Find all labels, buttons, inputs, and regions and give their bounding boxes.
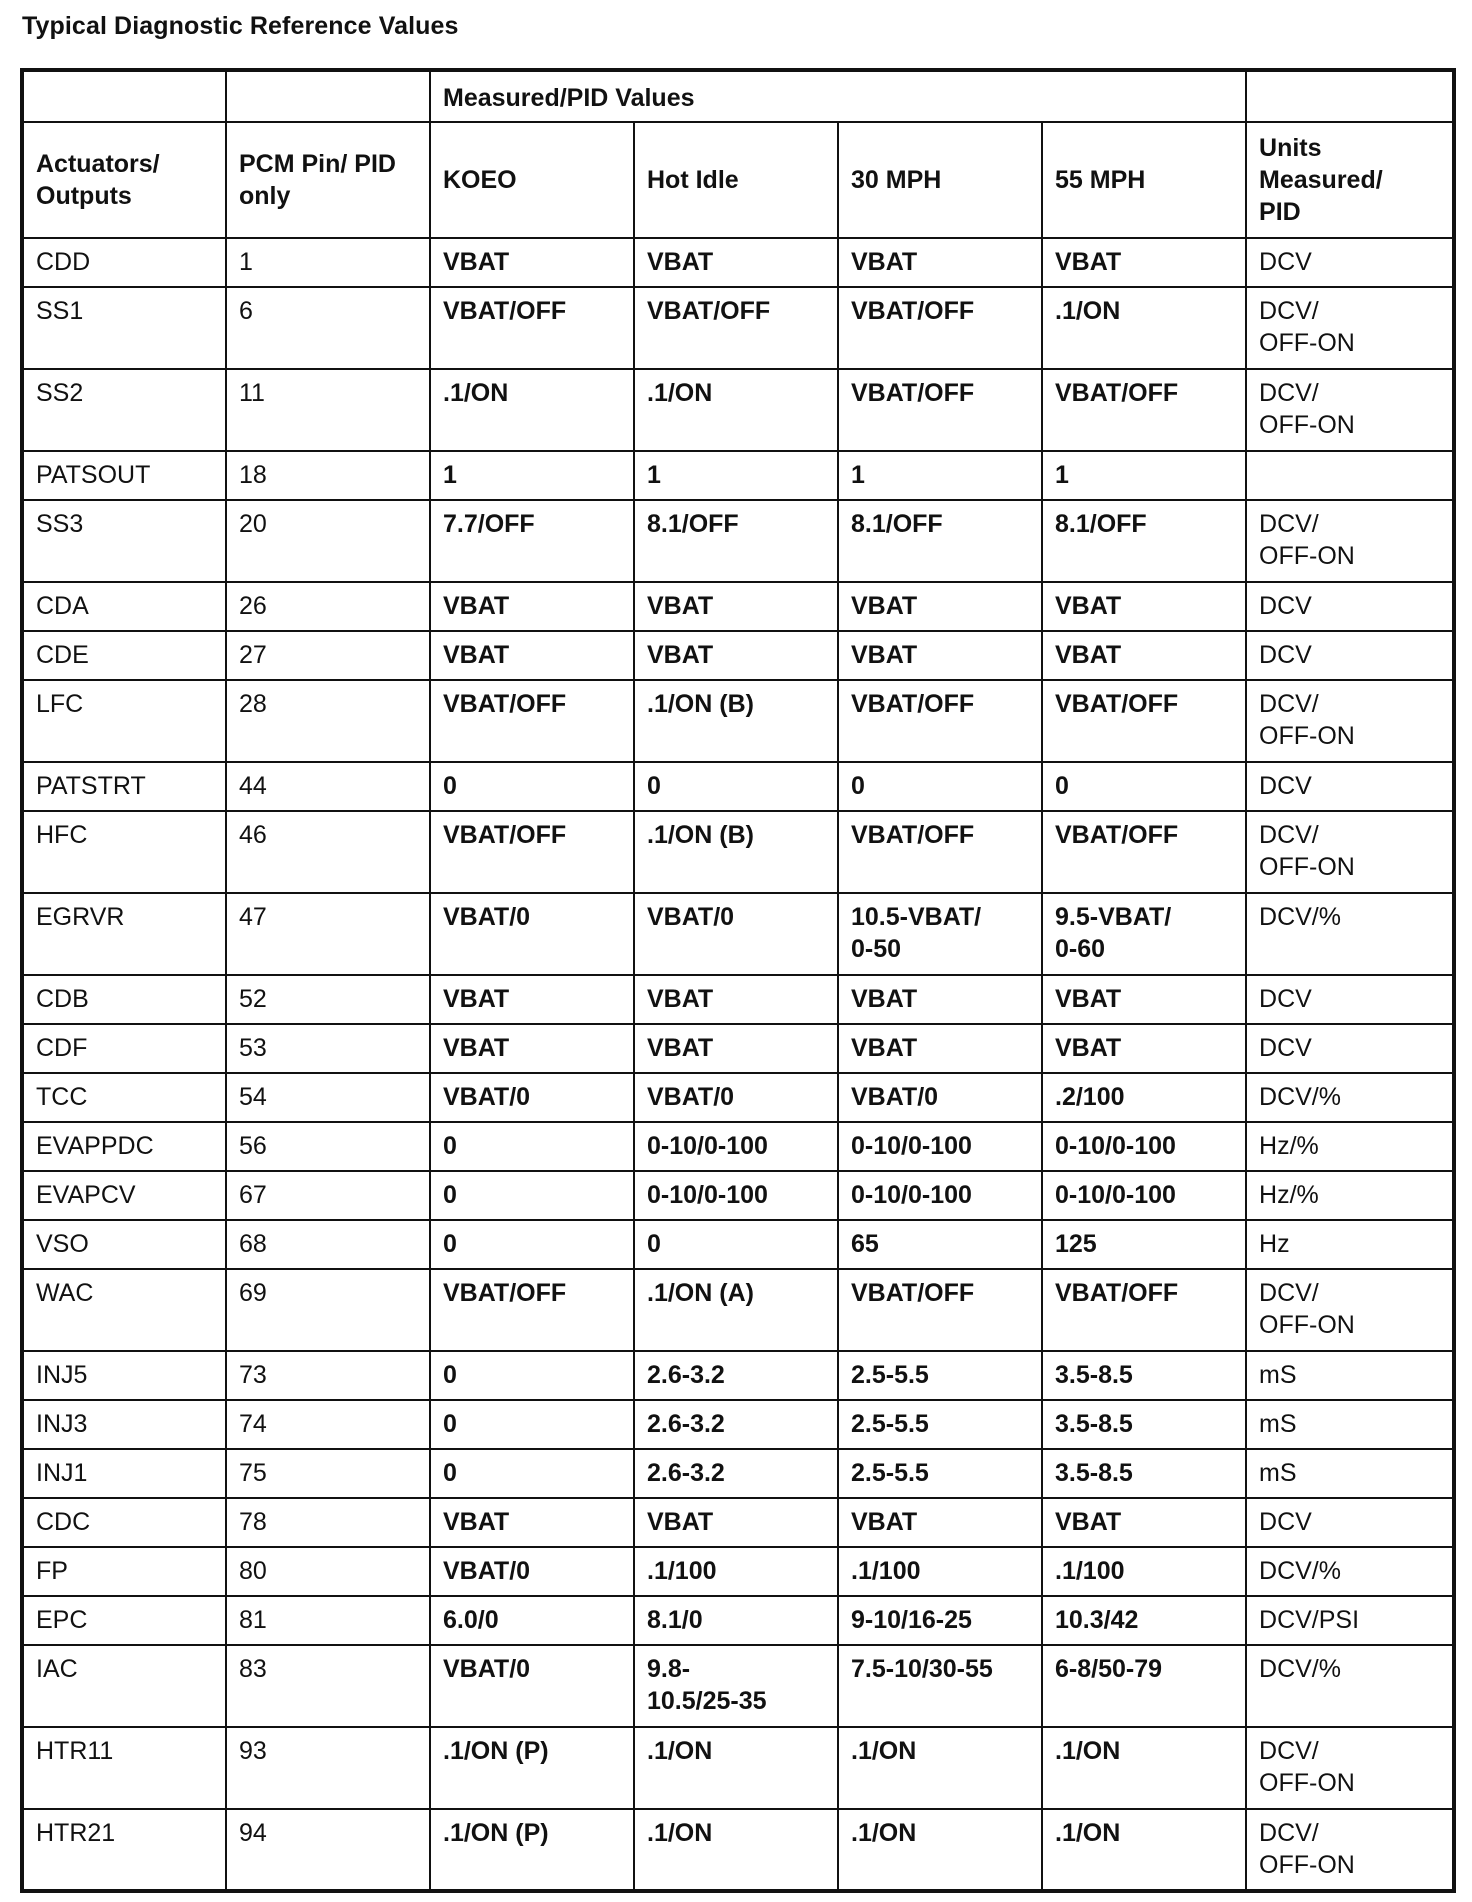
hot-idle-value-cell: 8.1/OFF	[634, 500, 838, 582]
table-row	[22, 975, 1454, 1024]
30-mph-value-cell: 0-10/0-100	[838, 1171, 1042, 1220]
units-cell: DCV/ OFF-ON	[1246, 369, 1454, 451]
koeo-value-cell: VBAT	[430, 1498, 634, 1547]
hot-idle-value-cell: 8.1/0	[634, 1596, 838, 1645]
30-mph-value-cell: VBAT	[838, 582, 1042, 631]
actuator-cell: CDC	[22, 1498, 226, 1547]
table-row	[22, 1727, 1454, 1809]
55-mph-value-cell: VBAT	[1042, 975, 1246, 1024]
55-mph-value-cell: 9.5-VBAT/ 0-60	[1042, 893, 1246, 975]
pcm-pin-cell: 56	[226, 1122, 430, 1171]
column-header-55-mph: 55 MPH	[1042, 122, 1246, 238]
table-row	[22, 1449, 1454, 1498]
55-mph-value-cell: VBAT/OFF	[1042, 680, 1246, 762]
55-mph-value-cell: .1/100	[1042, 1547, 1246, 1596]
55-mph-value-cell: 0-10/0-100	[1042, 1122, 1246, 1171]
koeo-value-cell: VBAT/0	[430, 893, 634, 975]
table-row	[22, 811, 1454, 893]
30-mph-value-cell: VBAT/0	[838, 1073, 1042, 1122]
column-header-30-mph: 30 MPH	[838, 122, 1042, 238]
actuator-cell: EVAPPDC	[22, 1122, 226, 1171]
units-cell: DCV	[1246, 1024, 1454, 1073]
koeo-value-cell: VBAT	[430, 582, 634, 631]
pcm-pin-cell: 83	[226, 1645, 430, 1727]
55-mph-value-cell: VBAT	[1042, 1024, 1246, 1073]
55-mph-value-cell: 3.5-8.5	[1042, 1351, 1246, 1400]
units-cell: DCV	[1246, 762, 1454, 811]
actuator-cell: CDD	[22, 238, 226, 287]
column-header-actuators-outputs: Actuators/ Outputs	[22, 122, 226, 238]
hot-idle-value-cell: .1/ON (B)	[634, 680, 838, 762]
hot-idle-value-cell: 2.6-3.2	[634, 1400, 838, 1449]
actuator-cell: VSO	[22, 1220, 226, 1269]
koeo-value-cell: .1/ON (P)	[430, 1727, 634, 1809]
actuator-cell: LFC	[22, 680, 226, 762]
column-header-units: Units Measured/ PID	[1246, 122, 1454, 238]
actuator-cell: EGRVR	[22, 893, 226, 975]
units-cell: DCV	[1246, 631, 1454, 680]
pcm-pin-cell: 68	[226, 1220, 430, 1269]
measured-pid-values-header: Measured/PID Values	[430, 70, 1246, 122]
hot-idle-value-cell: 0-10/0-100	[634, 1122, 838, 1171]
units-cell: DCV/%	[1246, 1547, 1454, 1596]
koeo-value-cell: VBAT/OFF	[430, 811, 634, 893]
header-blank-cell	[1246, 70, 1454, 122]
pcm-pin-cell: 20	[226, 500, 430, 582]
pcm-pin-cell: 67	[226, 1171, 430, 1220]
koeo-value-cell: 0	[430, 762, 634, 811]
55-mph-value-cell: 1	[1042, 451, 1246, 500]
55-mph-value-cell: 0	[1042, 762, 1246, 811]
55-mph-value-cell: 8.1/OFF	[1042, 500, 1246, 582]
hot-idle-value-cell: VBAT/0	[634, 1073, 838, 1122]
table-body	[22, 70, 1454, 1891]
koeo-value-cell: VBAT	[430, 975, 634, 1024]
header-blank-cell	[226, 70, 430, 122]
page-title: Typical Diagnostic Reference Values	[22, 12, 459, 40]
actuator-cell: CDF	[22, 1024, 226, 1073]
actuator-cell: CDE	[22, 631, 226, 680]
pcm-pin-cell: 46	[226, 811, 430, 893]
55-mph-value-cell: 3.5-8.5	[1042, 1400, 1246, 1449]
pcm-pin-cell: 44	[226, 762, 430, 811]
column-header-koeo: KOEO	[430, 122, 634, 238]
30-mph-value-cell: 7.5-10/30-55	[838, 1645, 1042, 1727]
pcm-pin-cell: 53	[226, 1024, 430, 1073]
30-mph-value-cell: 10.5-VBAT/ 0-50	[838, 893, 1042, 975]
table-row	[22, 369, 1454, 451]
actuator-cell: SS3	[22, 500, 226, 582]
pcm-pin-cell: 93	[226, 1727, 430, 1809]
30-mph-value-cell: VBAT/OFF	[838, 680, 1042, 762]
table-row	[22, 1073, 1454, 1122]
pcm-pin-cell: 27	[226, 631, 430, 680]
koeo-value-cell: VBAT	[430, 238, 634, 287]
30-mph-value-cell: VBAT	[838, 238, 1042, 287]
table-row	[22, 582, 1454, 631]
pcm-pin-cell: 1	[226, 238, 430, 287]
hot-idle-value-cell: .1/ON (B)	[634, 811, 838, 893]
column-header-row	[22, 122, 1454, 238]
actuator-cell: SS2	[22, 369, 226, 451]
units-cell: DCV/ OFF-ON	[1246, 680, 1454, 762]
units-cell: Hz/%	[1246, 1122, 1454, 1171]
koeo-value-cell: .1/ON	[430, 369, 634, 451]
hot-idle-value-cell: VBAT	[634, 975, 838, 1024]
actuator-cell: CDA	[22, 582, 226, 631]
pcm-pin-cell: 69	[226, 1269, 430, 1351]
units-cell: Hz/%	[1246, 1171, 1454, 1220]
units-cell: DCV/ OFF-ON	[1246, 500, 1454, 582]
units-cell: DCV/%	[1246, 1073, 1454, 1122]
hot-idle-value-cell: VBAT	[634, 1024, 838, 1073]
55-mph-value-cell: VBAT	[1042, 1498, 1246, 1547]
pcm-pin-cell: 52	[226, 975, 430, 1024]
units-cell: mS	[1246, 1400, 1454, 1449]
units-cell: DCV/ OFF-ON	[1246, 1809, 1454, 1891]
55-mph-value-cell: VBAT	[1042, 582, 1246, 631]
pcm-pin-cell: 6	[226, 287, 430, 369]
hot-idle-value-cell: 0	[634, 762, 838, 811]
actuator-cell: EPC	[22, 1596, 226, 1645]
hot-idle-value-cell: VBAT	[634, 582, 838, 631]
units-cell: DCV/PSI	[1246, 1596, 1454, 1645]
table-row	[22, 1024, 1454, 1073]
table-row	[22, 680, 1454, 762]
55-mph-value-cell: .2/100	[1042, 1073, 1246, 1122]
30-mph-value-cell: 8.1/OFF	[838, 500, 1042, 582]
header-blank-cell	[22, 70, 226, 122]
koeo-value-cell: VBAT	[430, 1024, 634, 1073]
pcm-pin-cell: 73	[226, 1351, 430, 1400]
55-mph-value-cell: .1/ON	[1042, 1809, 1246, 1891]
pcm-pin-cell: 80	[226, 1547, 430, 1596]
hot-idle-value-cell: VBAT	[634, 1498, 838, 1547]
units-cell: DCV/ OFF-ON	[1246, 811, 1454, 893]
30-mph-value-cell: .1/100	[838, 1547, 1042, 1596]
units-cell: DCV/ OFF-ON	[1246, 1727, 1454, 1809]
table-row	[22, 1171, 1454, 1220]
group-header-row	[22, 70, 1454, 122]
koeo-value-cell: 6.0/0	[430, 1596, 634, 1645]
55-mph-value-cell: VBAT/OFF	[1042, 1269, 1246, 1351]
koeo-value-cell: VBAT/OFF	[430, 680, 634, 762]
hot-idle-value-cell: .1/ON	[634, 369, 838, 451]
table-row	[22, 500, 1454, 582]
units-cell: DCV	[1246, 582, 1454, 631]
units-cell: DCV	[1246, 1498, 1454, 1547]
pcm-pin-cell: 81	[226, 1596, 430, 1645]
koeo-value-cell: 1	[430, 451, 634, 500]
units-cell: DCV/ OFF-ON	[1246, 1269, 1454, 1351]
actuator-cell: INJ1	[22, 1449, 226, 1498]
pcm-pin-cell: 26	[226, 582, 430, 631]
hot-idle-value-cell: 0-10/0-100	[634, 1171, 838, 1220]
pcm-pin-cell: 94	[226, 1809, 430, 1891]
units-cell: mS	[1246, 1449, 1454, 1498]
30-mph-value-cell: VBAT/OFF	[838, 1269, 1042, 1351]
hot-idle-value-cell: 1	[634, 451, 838, 500]
units-cell: DCV	[1246, 975, 1454, 1024]
30-mph-value-cell: 2.5-5.5	[838, 1449, 1042, 1498]
actuator-cell: IAC	[22, 1645, 226, 1727]
30-mph-value-cell: VBAT/OFF	[838, 369, 1042, 451]
55-mph-value-cell: 0-10/0-100	[1042, 1171, 1246, 1220]
30-mph-value-cell: .1/ON	[838, 1727, 1042, 1809]
units-cell: DCV/ OFF-ON	[1246, 287, 1454, 369]
table-row	[22, 238, 1454, 287]
table-row	[22, 1220, 1454, 1269]
table-row	[22, 1809, 1454, 1891]
pcm-pin-cell: 47	[226, 893, 430, 975]
30-mph-value-cell: VBAT	[838, 631, 1042, 680]
pcm-pin-cell: 74	[226, 1400, 430, 1449]
table-row	[22, 1547, 1454, 1596]
30-mph-value-cell: VBAT/OFF	[838, 287, 1042, 369]
table-row	[22, 1269, 1454, 1351]
hot-idle-value-cell: .1/ON	[634, 1809, 838, 1891]
55-mph-value-cell: VBAT	[1042, 238, 1246, 287]
30-mph-value-cell: 0-10/0-100	[838, 1122, 1042, 1171]
table-row	[22, 1498, 1454, 1547]
actuator-cell: PATSOUT	[22, 451, 226, 500]
hot-idle-value-cell: VBAT	[634, 238, 838, 287]
koeo-value-cell: VBAT	[430, 631, 634, 680]
30-mph-value-cell: VBAT	[838, 975, 1042, 1024]
55-mph-value-cell: VBAT/OFF	[1042, 369, 1246, 451]
koeo-value-cell: VBAT/0	[430, 1645, 634, 1727]
30-mph-value-cell: VBAT	[838, 1024, 1042, 1073]
30-mph-value-cell: 65	[838, 1220, 1042, 1269]
table-row	[22, 287, 1454, 369]
koeo-value-cell: VBAT/OFF	[430, 287, 634, 369]
55-mph-value-cell: .1/ON	[1042, 287, 1246, 369]
units-cell: DCV	[1246, 238, 1454, 287]
30-mph-value-cell: 2.5-5.5	[838, 1351, 1042, 1400]
table-row	[22, 631, 1454, 680]
koeo-value-cell: .1/ON (P)	[430, 1809, 634, 1891]
hot-idle-value-cell: 0	[634, 1220, 838, 1269]
actuator-cell: HTR21	[22, 1809, 226, 1891]
30-mph-value-cell: 2.5-5.5	[838, 1400, 1042, 1449]
koeo-value-cell: 0	[430, 1171, 634, 1220]
hot-idle-value-cell: .1/100	[634, 1547, 838, 1596]
55-mph-value-cell: .1/ON	[1042, 1727, 1246, 1809]
koeo-value-cell: 0	[430, 1351, 634, 1400]
hot-idle-value-cell: VBAT/0	[634, 893, 838, 975]
actuator-cell: FP	[22, 1547, 226, 1596]
actuator-cell: EVAPCV	[22, 1171, 226, 1220]
pcm-pin-cell: 28	[226, 680, 430, 762]
pcm-pin-cell: 11	[226, 369, 430, 451]
table-row	[22, 1122, 1454, 1171]
table-row	[22, 451, 1454, 500]
30-mph-value-cell: VBAT	[838, 1498, 1042, 1547]
hot-idle-value-cell: 2.6-3.2	[634, 1351, 838, 1400]
actuator-cell: WAC	[22, 1269, 226, 1351]
column-header-hot-idle: Hot Idle	[634, 122, 838, 238]
30-mph-value-cell: 9-10/16-25	[838, 1596, 1042, 1645]
table-row	[22, 1400, 1454, 1449]
55-mph-value-cell: 125	[1042, 1220, 1246, 1269]
koeo-value-cell: 7.7/OFF	[430, 500, 634, 582]
koeo-value-cell: VBAT/OFF	[430, 1269, 634, 1351]
units-cell: Hz	[1246, 1220, 1454, 1269]
actuator-cell: SS1	[22, 287, 226, 369]
actuator-cell: INJ5	[22, 1351, 226, 1400]
units-cell: DCV/%	[1246, 893, 1454, 975]
pcm-pin-cell: 54	[226, 1073, 430, 1122]
hot-idle-value-cell: 2.6-3.2	[634, 1449, 838, 1498]
30-mph-value-cell: 0	[838, 762, 1042, 811]
hot-idle-value-cell: .1/ON (A)	[634, 1269, 838, 1351]
units-cell: mS	[1246, 1351, 1454, 1400]
pcm-pin-cell: 18	[226, 451, 430, 500]
units-cell: DCV/%	[1246, 1645, 1454, 1727]
table-row	[22, 893, 1454, 975]
actuator-cell: INJ3	[22, 1400, 226, 1449]
hot-idle-value-cell: VBAT	[634, 631, 838, 680]
55-mph-value-cell: VBAT/OFF	[1042, 811, 1246, 893]
hot-idle-value-cell: VBAT/OFF	[634, 287, 838, 369]
actuator-cell: CDB	[22, 975, 226, 1024]
table-row	[22, 762, 1454, 811]
pcm-pin-cell: 75	[226, 1449, 430, 1498]
55-mph-value-cell: 10.3/42	[1042, 1596, 1246, 1645]
table-row	[22, 1351, 1454, 1400]
actuator-cell: PATSTRT	[22, 762, 226, 811]
30-mph-value-cell: VBAT/OFF	[838, 811, 1042, 893]
actuator-cell: HTR11	[22, 1727, 226, 1809]
actuator-cell: TCC	[22, 1073, 226, 1122]
hot-idle-value-cell: .1/ON	[634, 1727, 838, 1809]
koeo-value-cell: 0	[430, 1122, 634, 1171]
55-mph-value-cell: VBAT	[1042, 631, 1246, 680]
koeo-value-cell: 0	[430, 1400, 634, 1449]
koeo-value-cell: 0	[430, 1449, 634, 1498]
koeo-value-cell: VBAT/0	[430, 1547, 634, 1596]
55-mph-value-cell: 3.5-8.5	[1042, 1449, 1246, 1498]
actuator-cell: HFC	[22, 811, 226, 893]
koeo-value-cell: 0	[430, 1220, 634, 1269]
reference-values-table	[20, 68, 1456, 1893]
30-mph-value-cell: 1	[838, 451, 1042, 500]
koeo-value-cell: VBAT/0	[430, 1073, 634, 1122]
pcm-pin-cell: 78	[226, 1498, 430, 1547]
table-row	[22, 1645, 1454, 1727]
units-cell	[1246, 451, 1454, 500]
55-mph-value-cell: 6-8/50-79	[1042, 1645, 1246, 1727]
table-row	[22, 1596, 1454, 1645]
column-header-pcm-pin: PCM Pin/ PID only	[226, 122, 430, 238]
hot-idle-value-cell: 9.8- 10.5/25-35	[634, 1645, 838, 1727]
30-mph-value-cell: .1/ON	[838, 1809, 1042, 1891]
